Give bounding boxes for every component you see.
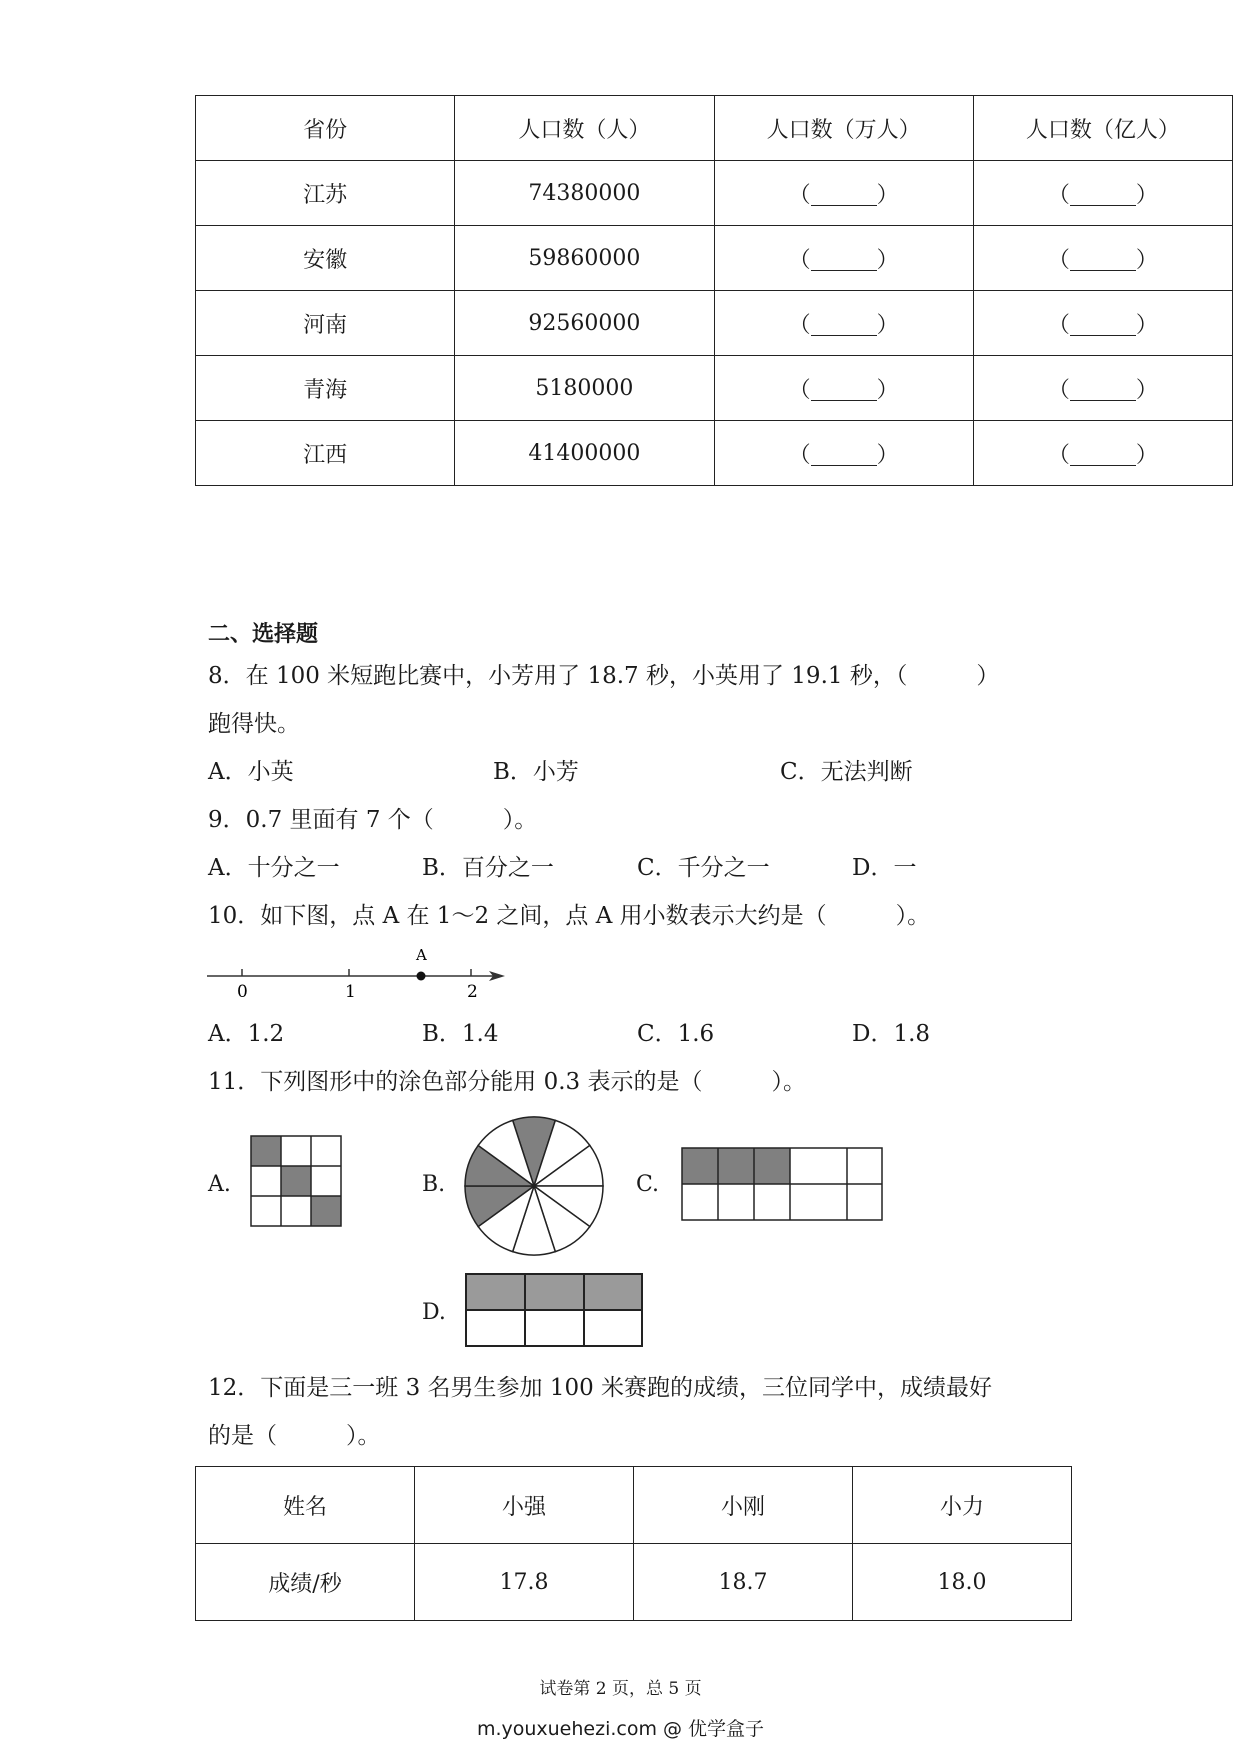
population-cell: 5180000 xyxy=(455,356,714,421)
blank-close-paren: ） xyxy=(1135,182,1158,208)
column-header: 省份 xyxy=(196,96,455,161)
province-cell: 江苏 xyxy=(196,161,455,226)
table-row xyxy=(196,291,1233,356)
q11-text: 11．下列图形中的涂色部分能用 0.3 表示的是（ ）。 xyxy=(208,1069,806,1095)
number-line-figure xyxy=(205,945,515,1005)
score-table xyxy=(195,1466,1072,1621)
q11-label-a[interactable]: A. xyxy=(208,1172,231,1197)
section-title: 二、选择题 xyxy=(208,622,319,647)
column-header: 人口数（万人） xyxy=(714,96,973,161)
table-cell: 18.7 xyxy=(634,1544,853,1621)
blank-close-paren: ） xyxy=(876,312,899,338)
q10-option-d[interactable]: D．1.8 xyxy=(852,1021,931,1047)
population-cell: 41400000 xyxy=(455,421,714,486)
table-row xyxy=(196,421,1233,486)
blank-open-paren: （ xyxy=(1047,377,1070,403)
number-line-label-1: 1 xyxy=(345,982,356,1002)
q11-label-d[interactable]: D. xyxy=(422,1300,446,1325)
table-cell: 姓名 xyxy=(196,1467,415,1544)
table-cell: 18.0 xyxy=(853,1544,1072,1621)
population-cell: 74380000 xyxy=(455,161,714,226)
q12-text-line1: 12．下面是三一班 3 名男生参加 100 米赛跑的成绩，三位同学中，成绩最好 xyxy=(208,1375,993,1401)
blank-open-paren: （ xyxy=(1047,442,1070,468)
table-cell: 17.8 xyxy=(415,1544,634,1621)
blank-close-paren: ） xyxy=(1135,442,1158,468)
blank-underline[interactable] xyxy=(1070,248,1136,271)
blank-open-paren: （ xyxy=(788,442,811,468)
blank-open-paren: （ xyxy=(1047,247,1070,273)
answer-blank-yi[interactable] xyxy=(973,421,1232,486)
rect-cell-shaded xyxy=(754,1148,790,1184)
q8-text-line2: 跑得快。 xyxy=(208,711,300,737)
number-line-label-2: 2 xyxy=(467,982,478,1002)
blank-open-paren: （ xyxy=(1047,182,1070,208)
q8-option-a[interactable]: A．小英 xyxy=(208,759,294,785)
blank-underline[interactable] xyxy=(811,183,877,206)
table-cell: 小力 xyxy=(853,1467,1072,1544)
q10-option-c[interactable]: C．1.6 xyxy=(637,1021,715,1047)
rect-cell-shaded xyxy=(682,1148,718,1184)
q11-figure-d-rect[interactable] xyxy=(465,1273,645,1349)
answer-blank-wan[interactable] xyxy=(714,226,973,291)
answer-blank-yi[interactable] xyxy=(973,291,1232,356)
province-cell: 青海 xyxy=(196,356,455,421)
blank-underline[interactable] xyxy=(1070,183,1136,206)
blank-underline[interactable] xyxy=(811,248,877,271)
answer-blank-wan[interactable] xyxy=(714,421,973,486)
q9-text: 9．0.7 里面有 7 个（ ）。 xyxy=(208,807,538,833)
blank-underline[interactable] xyxy=(811,313,877,336)
number-line-point-a xyxy=(417,972,426,981)
grid-cell-shaded xyxy=(251,1136,281,1166)
province-cell: 安徽 xyxy=(196,226,455,291)
number-line-label-0: 0 xyxy=(237,982,248,1002)
q11-figure-a-grid[interactable] xyxy=(250,1135,344,1229)
table-row xyxy=(196,226,1233,291)
q10-option-a[interactable]: A．1.2 xyxy=(208,1021,285,1047)
blank-open-paren: （ xyxy=(788,182,811,208)
q8-text-line1: 8．在 100 米短跑比赛中，小芳用了 18.7 秒，小英用了 19.1 秒，（ ） xyxy=(208,663,1000,689)
answer-blank-wan[interactable] xyxy=(714,161,973,226)
q8-option-c[interactable]: C．无法判断 xyxy=(780,759,913,785)
blank-close-paren: ） xyxy=(876,442,899,468)
answer-blank-yi[interactable] xyxy=(973,226,1232,291)
q11-label-c[interactable]: C. xyxy=(636,1172,660,1197)
q10-text: 10．如下图，点 A 在 1～2 之间，点 A 用小数表示大约是（ ）。 xyxy=(208,903,931,929)
table-row xyxy=(196,1544,1072,1621)
blank-underline[interactable] xyxy=(1070,443,1136,466)
blank-underline[interactable] xyxy=(811,378,877,401)
blank-close-paren: ） xyxy=(876,377,899,403)
rect-row-shaded xyxy=(466,1274,642,1310)
q9-option-c[interactable]: C．千分之一 xyxy=(637,855,770,881)
population-cell: 92560000 xyxy=(455,291,714,356)
q11-label-b[interactable]: B. xyxy=(422,1172,446,1197)
number-line-point-label: A xyxy=(416,946,427,964)
q12-text-line2: 的是（ ）。 xyxy=(208,1423,381,1449)
table-cell: 小强 xyxy=(415,1467,634,1544)
q9-option-a[interactable]: A．十分之一 xyxy=(208,855,340,881)
blank-underline[interactable] xyxy=(811,443,877,466)
q11-figure-c-rect[interactable] xyxy=(681,1147,884,1222)
rect-cell-shaded xyxy=(718,1148,754,1184)
table-row xyxy=(196,1467,1072,1544)
answer-blank-yi[interactable] xyxy=(973,161,1232,226)
blank-close-paren: ） xyxy=(876,182,899,208)
grid-cell-shaded xyxy=(281,1166,311,1196)
q11-figure-b-circle[interactable] xyxy=(463,1115,605,1257)
province-cell: 江西 xyxy=(196,421,455,486)
q8-option-b[interactable]: B．小芳 xyxy=(493,759,579,785)
q9-option-b[interactable]: B．百分之一 xyxy=(422,855,554,881)
q10-option-b[interactable]: B．1.4 xyxy=(422,1021,499,1047)
blank-underline[interactable] xyxy=(1070,378,1136,401)
blank-close-paren: ） xyxy=(1135,247,1158,273)
q9-option-d[interactable]: D．一 xyxy=(852,855,917,881)
site-watermark[interactable]: m.youxuehezi.com @ 优学盒子 xyxy=(476,1718,765,1740)
population-cell: 59860000 xyxy=(455,226,714,291)
blank-open-paren: （ xyxy=(788,312,811,338)
blank-underline[interactable] xyxy=(1070,313,1136,336)
column-header: 人口数（人） xyxy=(455,96,714,161)
table-cell: 成绩/秒 xyxy=(196,1544,415,1621)
blank-close-paren: ） xyxy=(1135,312,1158,338)
blank-close-paren: ） xyxy=(1135,377,1158,403)
blank-open-paren: （ xyxy=(788,377,811,403)
answer-blank-yi[interactable] xyxy=(973,356,1232,421)
answer-blank-wan[interactable] xyxy=(714,291,973,356)
table-row xyxy=(196,161,1233,226)
grid-cell-shaded xyxy=(311,1196,341,1226)
blank-close-paren: ） xyxy=(876,247,899,273)
answer-blank-wan[interactable] xyxy=(714,356,973,421)
table-header-row xyxy=(196,96,1233,161)
province-cell: 河南 xyxy=(196,291,455,356)
table-row xyxy=(196,356,1233,421)
page-footer: 试卷第 2 页，总 5 页 xyxy=(539,1679,702,1699)
population-table xyxy=(195,95,1233,486)
column-header: 人口数（亿人） xyxy=(973,96,1232,161)
table-cell: 小刚 xyxy=(634,1467,853,1544)
blank-open-paren: （ xyxy=(1047,312,1070,338)
blank-open-paren: （ xyxy=(788,247,811,273)
